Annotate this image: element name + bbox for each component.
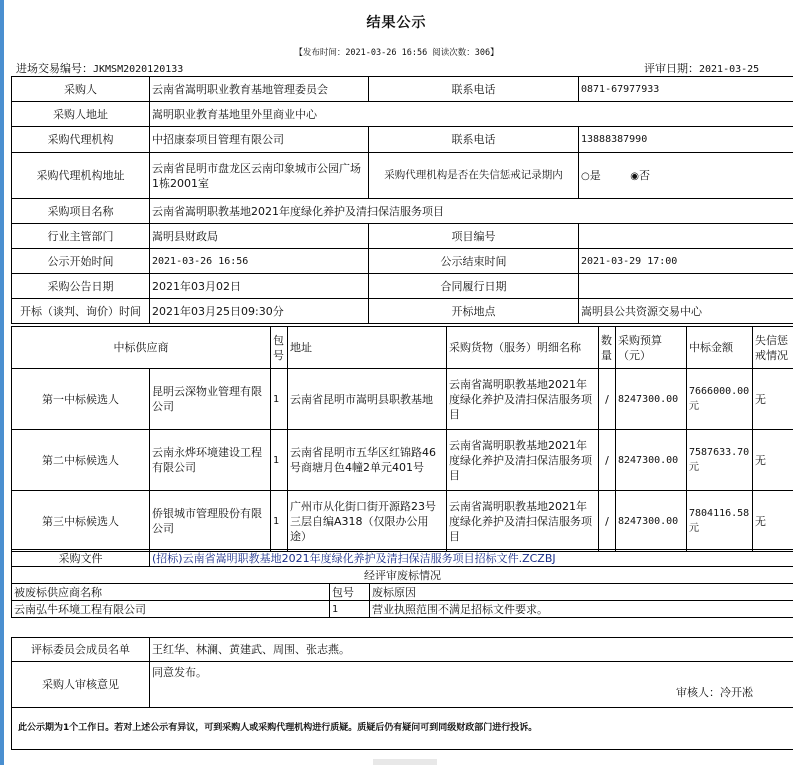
candidate-budget: 8247300.00: [616, 369, 687, 430]
notice-end-label: 公示结束时间: [369, 249, 579, 274]
candidate-rank: 第三中标候选人: [12, 491, 150, 552]
publish-info: 【发布时间：2021-03-26 16:56 阅读次数：306】: [294, 48, 499, 58]
radio-circle-checked-icon: ◉: [630, 170, 639, 182]
candidate-dishonest: 无: [753, 491, 793, 552]
bid-opening-time-value: 2021年03月25日09:30分: [150, 299, 369, 324]
rejected-reason: 营业执照范围不满足招标文件要求。: [370, 601, 793, 618]
dishonest-period-label: 采购代理机构是否在失信惩戒记录期内: [369, 153, 579, 199]
purchaser-address-label: 采购人地址: [12, 102, 150, 127]
radio-no-label: 否: [638, 168, 650, 182]
candidate-package: 1: [271, 369, 288, 430]
footer-note: 此公示期为1个工作日。若对上述公示有异议，可到采购人或采购代理机构进行质疑。质疑后仍有疑问可到同级财政部门进行投诉。: [12, 708, 793, 750]
candidate-item: 云南省嵩明职教基地2021年度绿化养护及清扫保洁服务项目: [447, 369, 599, 430]
evaluation-date: [644, 60, 759, 76]
purchaser-opinion-cell: [150, 662, 793, 708]
table-row: [12, 430, 793, 491]
basic-info-table: [11, 76, 793, 324]
candidate-package: 1: [271, 430, 288, 491]
purchaser-opinion: 同意发布。: [152, 666, 207, 679]
purchaser-phone-label: 联系电话: [369, 77, 579, 102]
project-name-value: 云南省嵩明职教基地2021年度绿化养护及清扫保洁服务项目: [150, 199, 793, 224]
window-left-edge: [0, 0, 4, 765]
rejected-reason-header: 废标原因: [370, 584, 793, 601]
candidate-amount: 7666000.00元: [687, 369, 753, 430]
department-value: 嵩明县财政局: [150, 224, 369, 249]
evaluation-date-label: 评审日期：: [644, 62, 699, 75]
candidate-supplier: 侨银城市管理股份有限公司: [150, 491, 271, 552]
purchaser-phone-value: 0871-67977933: [579, 77, 793, 102]
table-row: [12, 369, 793, 430]
candidate-quantity: /: [599, 491, 616, 552]
transaction-number: [16, 60, 183, 76]
agency-phone-value: 13888387990: [579, 127, 793, 153]
rejected-package-header: 包号: [330, 584, 370, 601]
header-dishonest: 失信惩戒情况: [753, 327, 793, 369]
candidate-rank: 第二中标候选人: [12, 430, 150, 491]
header-address: 地址: [288, 327, 447, 369]
candidate-address: 云南省昆明市嵩明县职教基地: [288, 369, 447, 430]
committee-label: 评标委员会成员名单: [12, 638, 150, 662]
project-name-label: 采购项目名称: [12, 199, 150, 224]
radio-circle-empty-icon: ○: [581, 170, 590, 182]
evaluation-date-value: 2021-03-25: [699, 64, 760, 75]
agency-value: 中招康泰项目管理有限公司: [150, 127, 369, 153]
rejected-supplier: 云南弘牛环境工程有限公司: [12, 601, 330, 618]
procurement-docs-link[interactable]: (招标)云南省嵩明职教基地2021年度绿化养护及清扫保洁服务项目招标文件.ZCZBJ: [152, 551, 556, 565]
candidate-quantity: /: [599, 369, 616, 430]
agency-phone-label: 联系电话: [369, 127, 579, 153]
contract-date-label: 合同履行日期: [369, 274, 579, 299]
header-amount: 中标金额: [687, 327, 753, 369]
candidate-item: 云南省嵩明职教基地2021年度绿化养护及清扫保洁服务项目: [447, 491, 599, 552]
candidate-item: 云南省嵩明职教基地2021年度绿化养护及清扫保洁服务项目: [447, 430, 599, 491]
header-supplier: 中标供应商: [12, 327, 271, 369]
procurement-docs-label: 采购文件: [12, 550, 150, 567]
announcement-date-label: 采购公告日期: [12, 274, 150, 299]
auditor: 审核人：冷开凇: [676, 686, 753, 699]
header-package: 包号: [271, 327, 288, 369]
candidate-address: 广州市从化街口街开源路23号三层自编A318（仅限办公用途）: [288, 491, 447, 552]
bid-opening-place-value: 嵩明县公共资源交易中心: [579, 299, 793, 324]
rejected-package: 1: [330, 601, 370, 618]
notice-end-value: 2021-03-29 17:00: [579, 249, 793, 274]
candidate-supplier: 云南永烨环境建设工程有限公司: [150, 430, 271, 491]
radio-yes[interactable]: [581, 169, 601, 182]
contract-date-value: [579, 274, 793, 299]
dishonest-period-options: [579, 153, 793, 199]
candidate-budget: 8247300.00: [616, 491, 687, 552]
candidates-table: [11, 326, 793, 552]
purchaser-value: 云南省嵩明职业教育基地管理委员会: [150, 77, 369, 102]
procurement-docs-cell: [150, 550, 793, 567]
notice-start-value: 2021-03-26 16:56: [150, 249, 369, 274]
candidate-supplier: 昆明云深物业管理有限公司: [150, 369, 271, 430]
committee-members: 王红华、林澜、黄建武、周围、张志燕。: [150, 638, 793, 662]
project-number-value: [579, 224, 793, 249]
department-label: 行业主管部门: [12, 224, 150, 249]
candidate-budget: 8247300.00: [616, 430, 687, 491]
table-row: [12, 491, 793, 552]
review-table: [11, 549, 793, 618]
transaction-number-label: 进场交易编号：: [16, 62, 93, 75]
radio-yes-label: 是: [589, 168, 601, 182]
candidate-quantity: /: [599, 430, 616, 491]
transaction-number-value: JKMSM2020120133: [93, 64, 184, 75]
agency-address-label: 采购代理机构地址: [12, 153, 150, 199]
purchaser-opinion-label: 采购人审核意见: [12, 662, 150, 708]
candidate-dishonest: 无: [753, 369, 793, 430]
committee-table: [11, 637, 793, 750]
project-number-label: 项目编号: [369, 224, 579, 249]
candidate-dishonest: 无: [753, 430, 793, 491]
agency-address-value: 云南省昆明市盘龙区云南印象城市公园广场1栋2001室: [150, 153, 369, 199]
agency-label: 采购代理机构: [12, 127, 150, 153]
announcement-date-value: 2021年03月02日: [150, 274, 369, 299]
candidate-amount: 7804116.58元: [687, 491, 753, 552]
radio-no[interactable]: [630, 169, 650, 182]
rejected-supplier-header: 被废标供应商名称: [12, 584, 330, 601]
notice-start-label: 公示开始时间: [12, 249, 150, 274]
review-section-title: 经评审废标情况: [12, 567, 793, 584]
purchaser-address-value: 嵩明职业教育基地里外里商业中心: [150, 102, 793, 127]
bid-opening-time-label: 开标（谈判、询价）时间: [12, 299, 150, 324]
bid-opening-place-label: 开标地点: [369, 299, 579, 324]
page-title: 结果公示: [366, 15, 427, 31]
table-row: [12, 601, 793, 618]
candidate-package: 1: [271, 491, 288, 552]
header-item: 采购货物（服务）明细名称: [447, 327, 599, 369]
header-quantity: 数量: [599, 327, 616, 369]
purchaser-label: 采购人: [12, 77, 150, 102]
header-budget: 采购预算（元）: [616, 327, 687, 369]
candidate-amount: 7587633.70元: [687, 430, 753, 491]
candidate-rank: 第一中标候选人: [12, 369, 150, 430]
candidate-address: 云南省昆明市五华区红锦路46号商塘月色4幢2单元401号: [288, 430, 447, 491]
bottom-scroll-stub: [373, 759, 437, 765]
